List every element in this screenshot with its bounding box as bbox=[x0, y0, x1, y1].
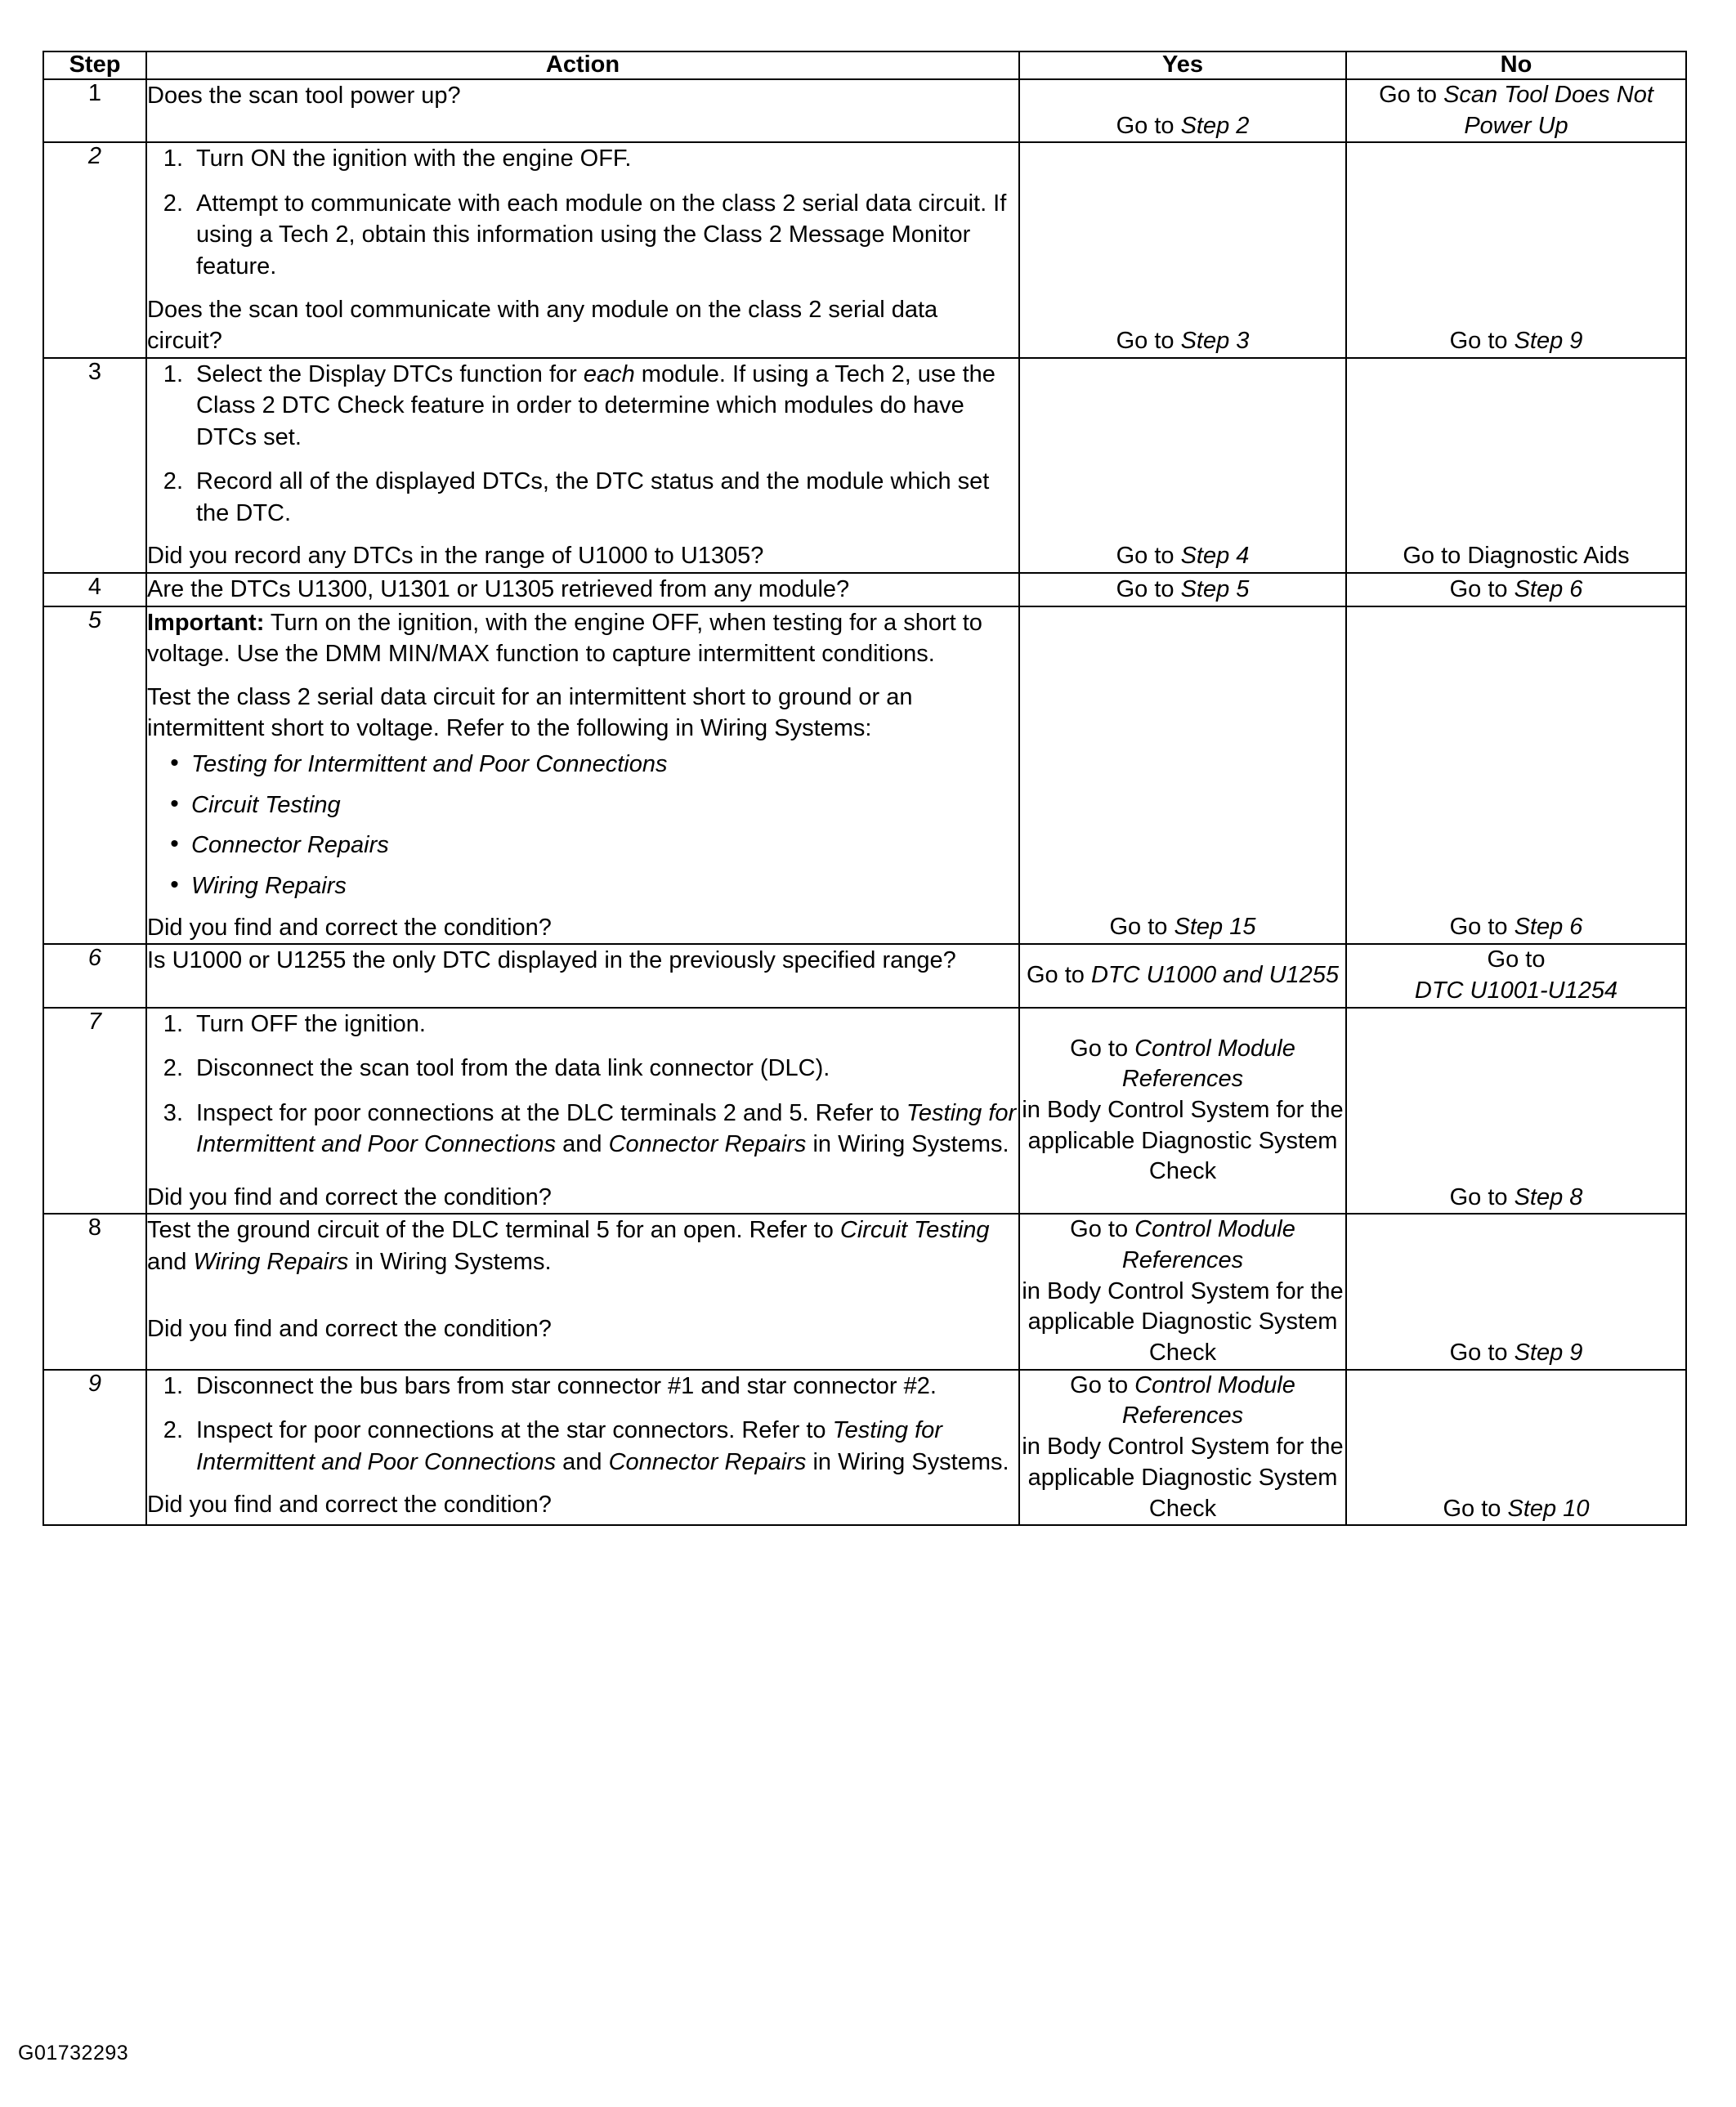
important-text: Turn on the ignition, with the engine OFF, when testing for a short to voltage. Use the DMM MIN/MAX function to capture intermittent conditions. bbox=[147, 609, 982, 668]
list-item: Turn ON the ignition with the engine OFF. bbox=[196, 145, 632, 172]
reference-list bbox=[147, 749, 1018, 902]
list-item-ref-b: Connector Repairs bbox=[608, 1131, 807, 1158]
important-note bbox=[147, 607, 1018, 670]
no-target: Step 9 bbox=[1514, 1340, 1583, 1367]
table-row bbox=[43, 79, 1686, 142]
paragraph-text-c: in Wiring Systems. bbox=[348, 1248, 552, 1275]
yes-target: DTC U1000 and U1255 bbox=[1090, 961, 1340, 988]
yes-suffix: in Body Control System for the applicable Diagnostic System Check bbox=[1022, 1277, 1344, 1367]
yes-prefix: Go to bbox=[1116, 575, 1181, 602]
list-item-text-c: in Wiring Systems. bbox=[806, 1131, 1009, 1158]
paragraph-ref-b: Wiring Repairs bbox=[193, 1248, 349, 1275]
yes-target: Step 3 bbox=[1180, 327, 1250, 354]
list-item-text-b: and bbox=[556, 1131, 609, 1158]
yes-prefix: Go to bbox=[1109, 914, 1174, 941]
yes-suffix: in Body Control System for the applicable Diagnostic System Check bbox=[1022, 1097, 1344, 1185]
step-number: 4 bbox=[43, 573, 146, 606]
yes-target: Step 15 bbox=[1174, 914, 1256, 941]
list-item-text-a: Inspect for poor connections at the star connectors. Refer to bbox=[196, 1417, 833, 1444]
table-header-row bbox=[43, 51, 1686, 79]
step-action bbox=[146, 79, 1019, 142]
list-item-text-c: in Wiring Systems. bbox=[806, 1448, 1009, 1475]
list-item: • Connector Repairs bbox=[191, 830, 1018, 861]
action-list bbox=[152, 1371, 1018, 1478]
yes-target: Step 2 bbox=[1180, 112, 1250, 139]
list-item-ref-a: Testing for Intermittent and Poor Connections bbox=[196, 1417, 942, 1475]
action-question: Did you find and correct the condition? bbox=[147, 914, 552, 941]
yes-target: Control Module References bbox=[1121, 1216, 1295, 1274]
step-no bbox=[1346, 1370, 1686, 1525]
no-prefix: Go to bbox=[1487, 946, 1546, 973]
step-number: 5 bbox=[43, 606, 146, 945]
step-yes bbox=[1019, 1370, 1346, 1525]
paragraph-text-b: and bbox=[147, 1248, 194, 1275]
no-target: Step 6 bbox=[1514, 575, 1583, 602]
yes-prefix: Go to bbox=[1070, 1371, 1135, 1398]
step-number: 9 bbox=[43, 1370, 146, 1525]
step-number: 7 bbox=[43, 1008, 146, 1215]
diagnostic-table-page bbox=[43, 51, 1685, 1526]
list-item: Disconnect the scan tool from the data link connector (DLC). bbox=[196, 1055, 830, 1082]
action-question: Does the scan tool communicate with any module on the class 2 serial data circuit? bbox=[147, 296, 938, 355]
no-prefix: Go to bbox=[1443, 1495, 1508, 1522]
yes-target: Step 4 bbox=[1180, 543, 1250, 570]
no-target: Step 8 bbox=[1514, 1183, 1583, 1210]
no-target: Scan Tool Does Not Power Up bbox=[1443, 81, 1653, 139]
yes-target: Control Module References bbox=[1121, 1035, 1295, 1093]
step-action bbox=[146, 142, 1019, 357]
step-no bbox=[1346, 79, 1686, 142]
yes-prefix: Go to bbox=[1116, 327, 1181, 354]
step-number: 3 bbox=[43, 358, 146, 573]
step-yes bbox=[1019, 1214, 1346, 1369]
list-item-ref-a: Testing for Intermittent and Poor Connections bbox=[196, 1099, 1017, 1158]
list-item-text-a: Select the Display DTCs function for bbox=[196, 360, 584, 387]
step-yes bbox=[1019, 1008, 1346, 1215]
no-target: DTC U1001-U1254 bbox=[1414, 977, 1618, 1004]
list-item-ref-b: Connector Repairs bbox=[608, 1448, 807, 1475]
yes-suffix: in Body Control System for the applicable Diagnostic System Check bbox=[1022, 1434, 1344, 1522]
step-yes bbox=[1019, 606, 1346, 945]
step-action bbox=[146, 1370, 1019, 1525]
paragraph-ref-a: Circuit Testing bbox=[839, 1217, 990, 1244]
step-no bbox=[1346, 573, 1686, 606]
step-number: 8 bbox=[43, 1214, 146, 1369]
list-item: Attempt to communicate with each module on the class 2 serial data circuit. If using a Tech 2, obtain this information using the Class 2 Message Monitor feature. bbox=[196, 190, 1007, 280]
yes-target: Step 5 bbox=[1180, 575, 1250, 602]
action-paragraph bbox=[147, 1215, 1018, 1277]
header-no: No bbox=[1346, 51, 1686, 79]
list-item-text-b: and bbox=[556, 1448, 609, 1475]
action-list bbox=[152, 1009, 1018, 1161]
action-question: Did you find and correct the condition? bbox=[147, 1316, 552, 1343]
yes-prefix: Go to bbox=[1070, 1035, 1135, 1062]
yes-prefix: Go to bbox=[1116, 543, 1181, 570]
important-label: Important: bbox=[147, 609, 265, 636]
list-item bbox=[188, 359, 1018, 454]
step-action bbox=[146, 1008, 1019, 1215]
action-list bbox=[152, 143, 1018, 282]
yes-target: Control Module References bbox=[1121, 1371, 1295, 1429]
table-row bbox=[43, 142, 1686, 357]
action-paragraph: Test the class 2 serial data circuit for an intermittent short to ground or an intermittent short to voltage. Refer to the following in Wiring Systems: bbox=[147, 683, 913, 742]
no-target: Step 10 bbox=[1507, 1495, 1590, 1522]
header-yes: Yes bbox=[1019, 51, 1346, 79]
table-row bbox=[43, 1214, 1686, 1369]
step-no bbox=[1346, 944, 1686, 1007]
action-question: Did you find and correct the condition? bbox=[147, 1492, 552, 1519]
yes-prefix: Go to bbox=[1070, 1216, 1135, 1243]
no-prefix: Go to bbox=[1449, 327, 1515, 354]
paragraph-text-a: Test the ground circuit of the DLC terminal 5 for an open. Refer to bbox=[147, 1217, 840, 1244]
step-action bbox=[146, 606, 1019, 945]
yes-prefix: Go to bbox=[1026, 961, 1091, 988]
no-prefix: Go to bbox=[1449, 1183, 1515, 1210]
step-no bbox=[1346, 1008, 1686, 1215]
list-item: Record all of the displayed DTCs, the DTC status and the module which set the DTC. bbox=[196, 468, 990, 526]
list-item: • Testing for Intermittent and Poor Connections bbox=[191, 749, 1018, 781]
action-question: Are the DTCs U1300, U1301 or U1305 retrieved from any module? bbox=[147, 576, 850, 603]
list-item-text-a: Inspect for poor connections at the DLC terminals 2 and 5. Refer to bbox=[196, 1099, 906, 1126]
step-number: 1 bbox=[43, 79, 146, 142]
action-question: Did you find and correct the condition? bbox=[147, 1183, 552, 1210]
step-yes bbox=[1019, 944, 1346, 1007]
no-prefix: Go to bbox=[1449, 1340, 1515, 1367]
action-question: Did you record any DTCs in the range of U1000 to U1305? bbox=[147, 543, 764, 570]
diagnostic-procedure-table bbox=[43, 51, 1687, 1526]
step-action bbox=[146, 1214, 1019, 1369]
table-row bbox=[43, 1370, 1686, 1525]
step-no bbox=[1346, 142, 1686, 357]
list-item: • Wiring Repairs bbox=[191, 871, 1018, 902]
list-item-emphasis: each bbox=[583, 360, 635, 387]
header-step: Step bbox=[43, 51, 146, 79]
step-yes bbox=[1019, 573, 1346, 606]
table-row bbox=[43, 944, 1686, 1007]
header-action: Action bbox=[146, 51, 1019, 79]
no-prefix: Go to bbox=[1449, 575, 1515, 602]
step-yes bbox=[1019, 358, 1346, 573]
list-item-text-b: module. If using a Tech 2, use the Class 2 DTC Check feature in order to determine which modules do have DTCs set. bbox=[196, 360, 996, 450]
list-item: Disconnect the bus bars from star connector #1 and star connector #2. bbox=[196, 1372, 937, 1399]
figure-id: G01732293 bbox=[18, 2042, 129, 2065]
table-row bbox=[43, 358, 1686, 573]
list-item: Turn OFF the ignition. bbox=[196, 1010, 426, 1037]
action-question: Is U1000 or U1255 the only DTC displayed in the previously specified range? bbox=[147, 947, 956, 974]
step-number: 2 bbox=[43, 142, 146, 357]
step-yes bbox=[1019, 142, 1346, 357]
action-question: Does the scan tool power up? bbox=[147, 82, 461, 109]
yes-prefix: Go to bbox=[1116, 112, 1181, 139]
list-item bbox=[188, 1098, 1018, 1161]
list-item bbox=[188, 1415, 1018, 1478]
step-yes bbox=[1019, 79, 1346, 142]
step-no bbox=[1346, 1214, 1686, 1369]
step-action bbox=[146, 573, 1019, 606]
step-action bbox=[146, 358, 1019, 573]
step-action bbox=[146, 944, 1019, 1007]
no-prefix: Go to bbox=[1379, 81, 1444, 108]
table-row bbox=[43, 573, 1686, 606]
step-no bbox=[1346, 606, 1686, 945]
table-row bbox=[43, 1008, 1686, 1215]
step-no: Go to Diagnostic Aids bbox=[1346, 358, 1686, 573]
table-row bbox=[43, 606, 1686, 945]
step-number: 6 bbox=[43, 944, 146, 1007]
action-list bbox=[152, 359, 1018, 530]
no-target: Step 9 bbox=[1514, 327, 1583, 354]
no-target: Step 6 bbox=[1514, 914, 1583, 941]
no-prefix: Go to bbox=[1449, 914, 1515, 941]
list-item: • Circuit Testing bbox=[191, 790, 1018, 821]
